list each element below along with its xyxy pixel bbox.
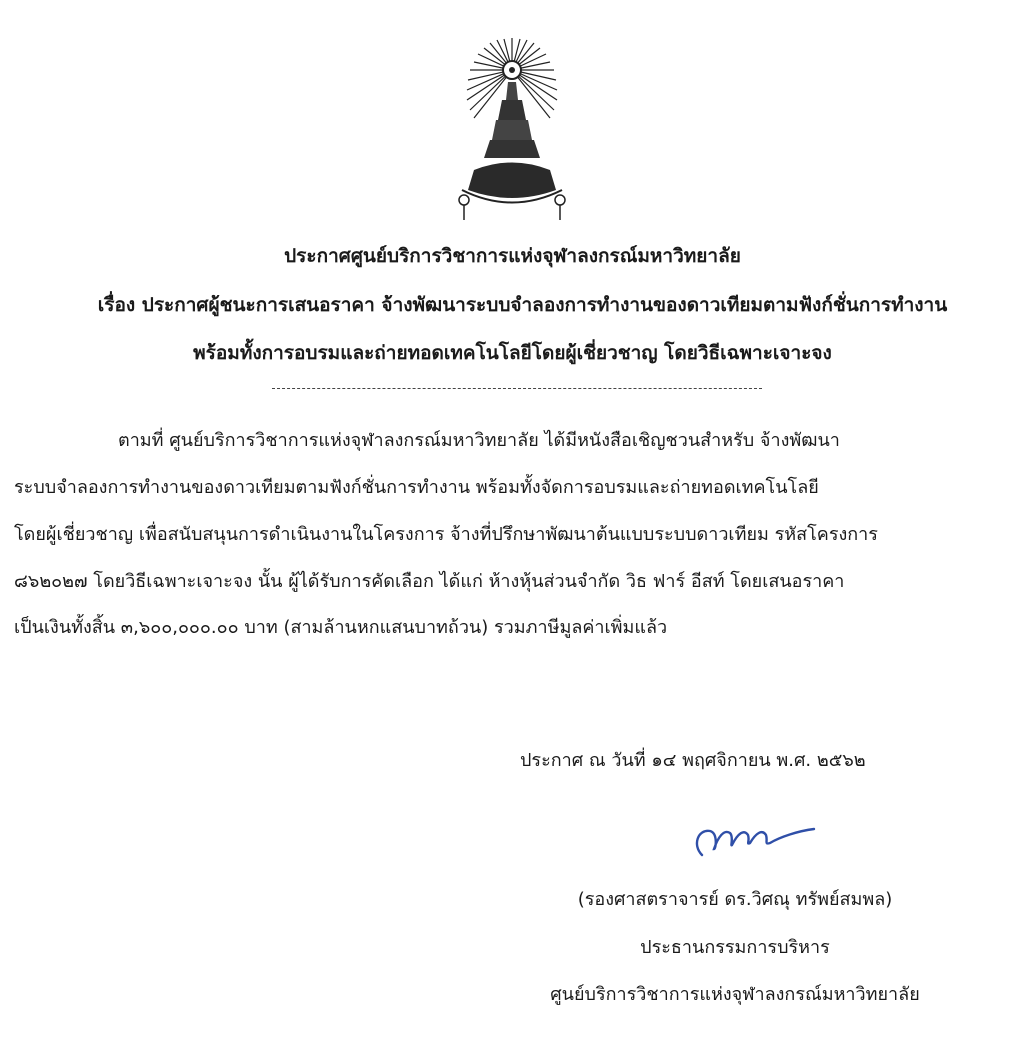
signatory-name: (รองศาสตราจารย์ ดร.วิศณุ ทรัพย์สมพล) bbox=[577, 889, 893, 910]
announcement-subject-cont: พร้อมทั้งการอบรมและถ่ายทอดเทคโนโลยีโดยผู้เชี่ยวชาญ โดยวิธีเฉพาะเจาะจง bbox=[193, 342, 832, 364]
chulalongkorn-emblem-icon bbox=[452, 30, 572, 230]
signatory-position: ประธานกรรมการบริหาร bbox=[640, 937, 830, 958]
body-line-3: โดยผู้เชี่ยวชาญ เพื่อสนับสนุนการดำเนินงานในโครงการ จ้างที่ปรึกษาพัฒนาต้นแบบระบบดาวเทียม รหัสโครงการ bbox=[14, 524, 878, 545]
announcement-subject: เรื่อง ประกาศผู้ชนะการเสนอราคา จ้างพัฒนาระบบจำลองการทำงานของดาวเทียมตามฟังก์ชั่นการทำงาน bbox=[97, 294, 948, 316]
body-line-4: ๘๖๒๐๒๗ โดยวิธีเฉพาะเจาะจง นั้น ผู้ได้รับการคัดเลือก ได้แก่ ห้างหุ้นส่วนจำกัด วิธ ฟาร์ อีสท์ โดยเสนอราคา bbox=[14, 571, 845, 592]
body-line-2: ระบบจำลองการทำงานของดาวเทียมตามฟังก์ชั่นการทำงาน พร้อมทั้งจัดการอบรมและถ่ายทอดเทคโนโลยี bbox=[14, 477, 819, 498]
handwritten-signature bbox=[688, 815, 818, 860]
body-line-1: ตามที่ ศูนย์บริการวิชาการแห่งจุฬาลงกรณ์มหาวิทยาลัย ได้มีหนังสือเชิญชวนสำหรับ จ้างพัฒนา bbox=[118, 430, 840, 451]
announcement-heading: ประกาศศูนย์บริการวิชาการแห่งจุฬาลงกรณ์มหาวิทยาลัย bbox=[284, 245, 741, 267]
body-line-5: เป็นเงินทั้งสิ้น ๓,๖๐๐,๐๐๐.๐๐ บาท (สามล้านหกแสนบาทถ้วน) รวมภาษีมูลค่าเพิ่มแล้ว bbox=[14, 617, 668, 638]
signatory-organization: ศูนย์บริการวิชาการแห่งจุฬาลงกรณ์มหาวิทยาลัย bbox=[550, 984, 920, 1005]
header-divider bbox=[272, 388, 762, 389]
announcement-date: ประกาศ ณ วันที่ ๑๔ พฤศจิกายน พ.ศ. ๒๕๖๒ bbox=[520, 750, 866, 771]
